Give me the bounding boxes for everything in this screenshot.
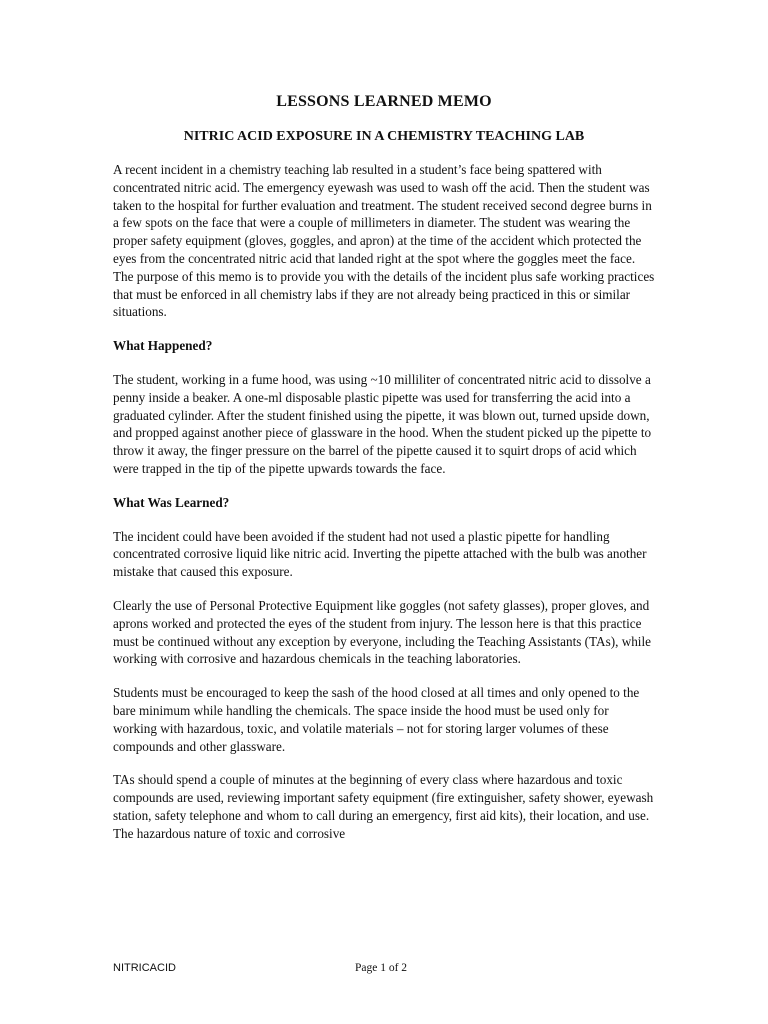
footer-file-name: NITRICACID [113, 962, 176, 974]
memo-subtitle: NITRIC ACID EXPOSURE IN A CHEMISTRY TEACHING LAB [183, 129, 585, 144]
memo-title: LESSONS LEARNED MEMO [276, 93, 492, 110]
section-heading-what-happened: What Happened? [113, 338, 213, 354]
learned-paragraph-4: TAs should spend a couple of minutes at the beginning of every class where hazardous and toxic compounds are used, reviewing important safety equipment (fire extinguisher, safety shower, eyewash station, safety telephone and whom to call during an emergency, first aid kits), their location, and use. The hazardous nature of toxic and corrosive [113, 772, 654, 841]
page-footer [113, 962, 655, 982]
memo-body [113, 93, 655, 859]
what-happened-paragraph: The student, working in a fume hood, was using ~10 milliliter of concentrated nitric acid to dissolve a penny inside a beaker. A one-ml disposable plastic pipette was used for transferring the acid into a graduated cylinder. After the student finished using the pipette, it was blown out, turned upside down, and propped against another piece of glassware in the hood. When the student picked up the pipette to throw it away, the finger pressure on the barrel of the pipette caused it to squirt drops of acid which were trapped in the tip of the pipette upwards towards the face. [113, 371, 652, 476]
learned-paragraph-2: Clearly the use of Personal Protective Equipment like goggles (not safety glasses), proper gloves, and aprons worked and protected the eyes of the student from injury. The lesson here is that this practice must be continued without any exception by everyone, including the Teaching Assistants (TAs), while working with corrosive and hazardous chemicals in the teaching laboratories. [113, 597, 651, 667]
learned-paragraph-3: Students must be encouraged to keep the sash of the hood closed at all times and only opened to the bare minimum while handling the chemicals. The space inside the hood must be used only for working with hazardous, toxic, and volatile materials – not for storing larger volumes of these compounds and other glassware. [113, 685, 640, 754]
learned-paragraph-1: The incident could have been avoided if the student had not used a plastic pipette for handling concentrated corrosive liquid like nitric acid. Inverting the pipette attached with the bulb was another mistake that caused this exposure. [113, 528, 647, 580]
footer-page-number: Page 1 of 2 [355, 962, 408, 974]
intro-paragraph: A recent incident in a chemistry teaching lab resulted in a student’s face being spattered with concentrated nitric acid. The emergency eyewash was used to wash off the acid. Then the student was taken to the hospital for further evaluation and treatment. The student received second degree burns in a few spots on the face that were a couple of millimeters in diameter. The student was wearing the proper safety equipment (gloves, goggles, and apron) at the time of the accident which protected the eyes from the concentrated nitric acid that landed right at the spot where the goggles meet the face. The purpose of this memo is to provide you with the details of the incident plus safe working practices that must be enforced in all chemistry labs if they are not already being practiced in this or similar situations. [113, 162, 655, 320]
section-heading-what-was-learned: What Was Learned? [113, 494, 230, 510]
